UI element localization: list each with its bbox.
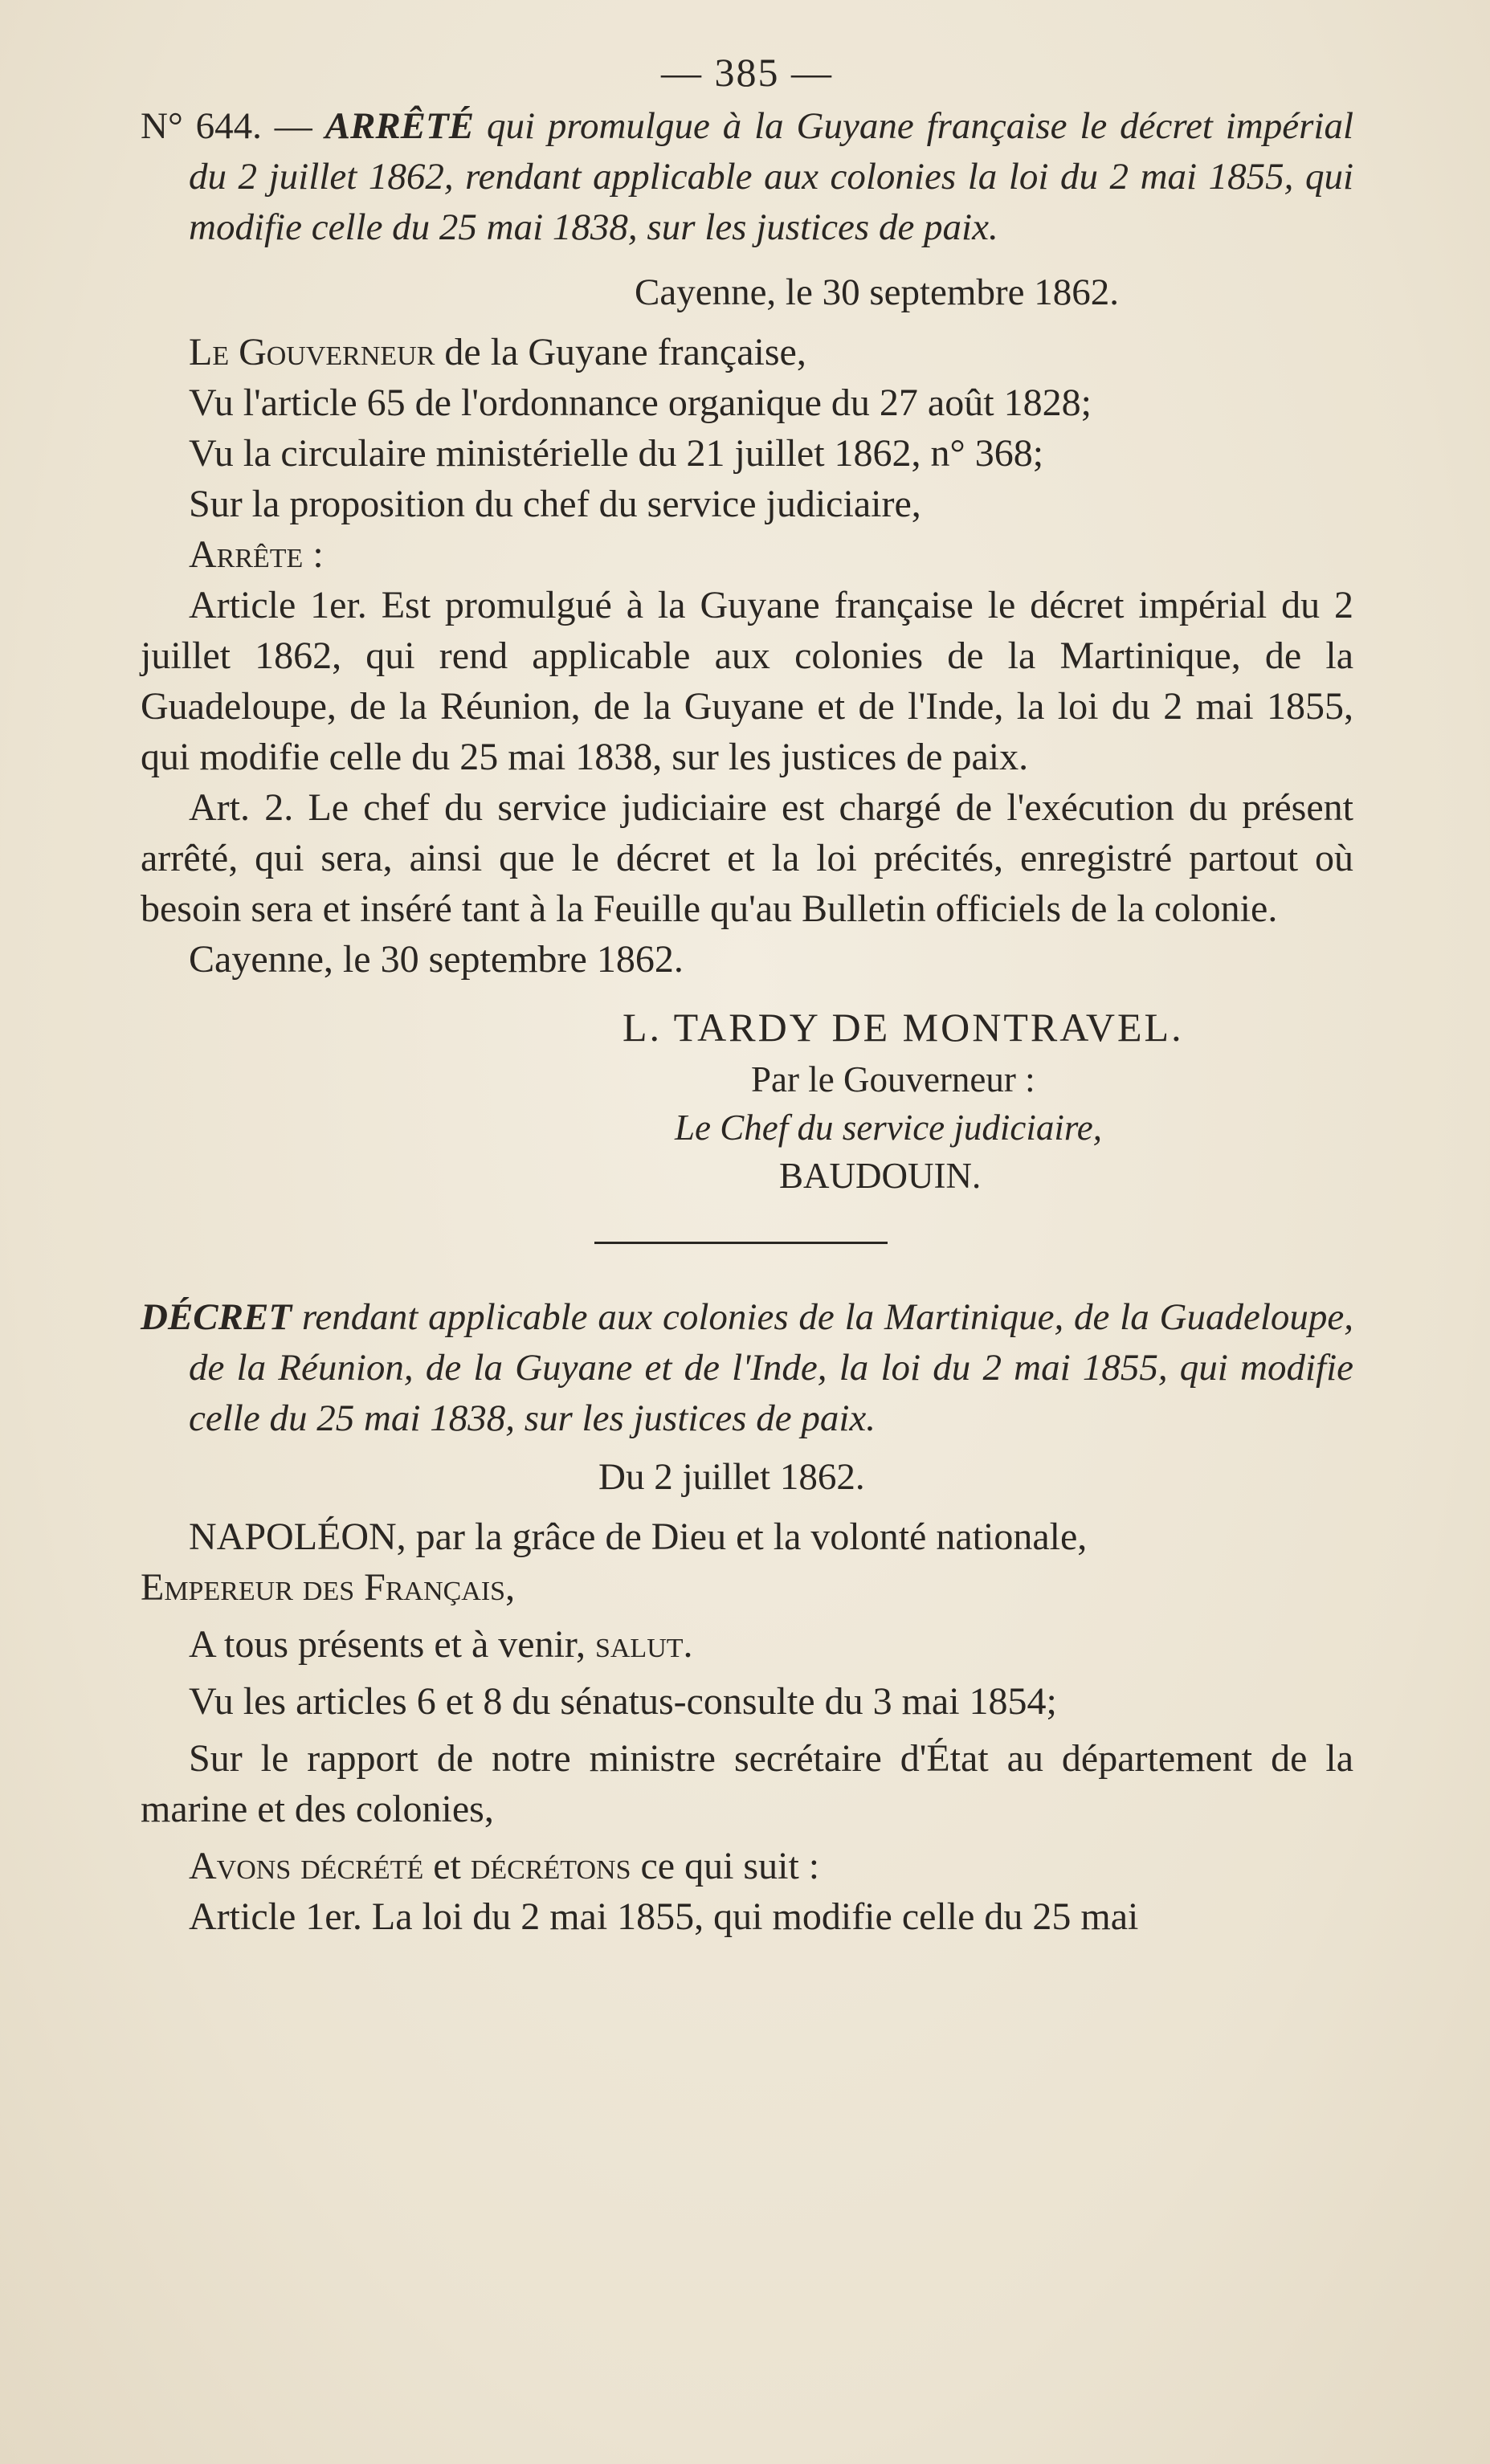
arrete-proposition: Sur la proposition du chef du service judiciaire,	[189, 483, 921, 525]
decret-article-1	[141, 1891, 1353, 1942]
arrete-title-keyword: ARRÊTÉ	[325, 105, 475, 147]
decret-article-1-label: Article 1er.	[189, 1895, 362, 1938]
arrete-article-2: Art. 2. Le chef du service judiciaire est chargé de l'exécution du présent arrêté, qui sera, ainsi que le décret et la loi précités, enregistré partout où besoin sera et inséré tant à la Feuille qu'au Bulletin officiels de la colonie.	[141, 786, 1353, 930]
arrete-dateline: Cayenne, le 30 septembre 1862.	[635, 271, 1119, 313]
arrete-title	[141, 101, 1353, 253]
decret-rapport: Sur le rapport de notre ministre secrétaire d'État au département de la marine et des colonies,	[141, 1737, 1353, 1830]
salut-word: salut.	[594, 1623, 693, 1666]
avons-et: et	[433, 1845, 461, 1887]
avons-decrete: Avons décrété	[189, 1845, 424, 1887]
arrete-vu-1: Vu l'article 65 de l'ordonnance organique du 27 août 1828;	[189, 381, 1092, 424]
arrete-closing: Cayenne, le 30 septembre 1862.	[189, 938, 684, 981]
decret-dateline: Du 2 juillet 1862.	[598, 1456, 865, 1498]
decret-napoleon: NAPOLÉON, par la grâce de Dieu et la volonté nationale,	[189, 1516, 1088, 1558]
avons-rest: ce qui suit :	[640, 1845, 820, 1887]
arrete-keyword: Arrête :	[189, 533, 324, 576]
arrete-gouverneur	[141, 327, 1353, 377]
decret-salut	[141, 1619, 1353, 1670]
decret-title-text: rendant applicable aux colonies de la Martinique, de la Guadeloupe, de la Réunion, de la Guyane et de l'Inde, la loi du 2 mai 1855, qui modifie celle du 25 mai 1838, sur les justices de paix.	[189, 1296, 1354, 1439]
section-divider	[594, 1242, 888, 1244]
arrete-article-1-text: Est promulgué à la Guyane française le décret impérial du 2 juillet 1862, qui rend applicable aux colonies de la Martinique, de la Guadeloupe, de la Réunion, de la Guyane et de l'Inde, la loi du 2 mai 1855, qui modifie celle du 25 mai 1838, sur les justices de paix.	[141, 584, 1354, 778]
decret-title-keyword: DÉCRET	[141, 1296, 292, 1338]
gouverneur-rest: de la Guyane française,	[444, 331, 806, 373]
arrete-article-1-label: Article 1er.	[189, 584, 367, 626]
chef-title: Le Chef du service judiciaire,	[675, 1108, 1102, 1148]
decret-vu: Vu les articles 6 et 8 du sénatus-consulte du 3 mai 1854;	[189, 1680, 1057, 1723]
chef-name: BAUDOUIN.	[779, 1156, 982, 1196]
page-number: — 385 —	[661, 50, 833, 95]
arrete-vu-2: Vu la circulaire ministérielle du 21 juillet 1862, n° 368;	[189, 432, 1044, 475]
decret-article-1-text: La loi du 2 mai 1855, qui modifie celle du 25 mai	[371, 1895, 1139, 1938]
gouverneur-smallcaps: Le Gouverneur	[189, 331, 435, 373]
arrete-title-text: qui promulgue à la Guyane française le décret impérial du 2 juillet 1862, rendant applicable aux colonies la loi du 2 mai 1855, qui modifie celle du 25 mai 1838, sur les justices de paix.	[189, 105, 1354, 248]
decret-empereur: Empereur des Français,	[141, 1566, 516, 1609]
avons-decretons: décrétons	[470, 1845, 631, 1887]
par-le-gouverneur: Par le Gouverneur :	[751, 1059, 1035, 1099]
arrete-article-1	[141, 580, 1353, 782]
salut-pre: A tous présents et à venir,	[189, 1623, 586, 1666]
decret-title	[141, 1292, 1353, 1444]
signatory-name: L. TARDY DE MONTRAVEL.	[623, 1005, 1184, 1050]
decret-avons	[141, 1841, 1353, 1891]
arrete-number: N° 644. —	[141, 105, 312, 147]
